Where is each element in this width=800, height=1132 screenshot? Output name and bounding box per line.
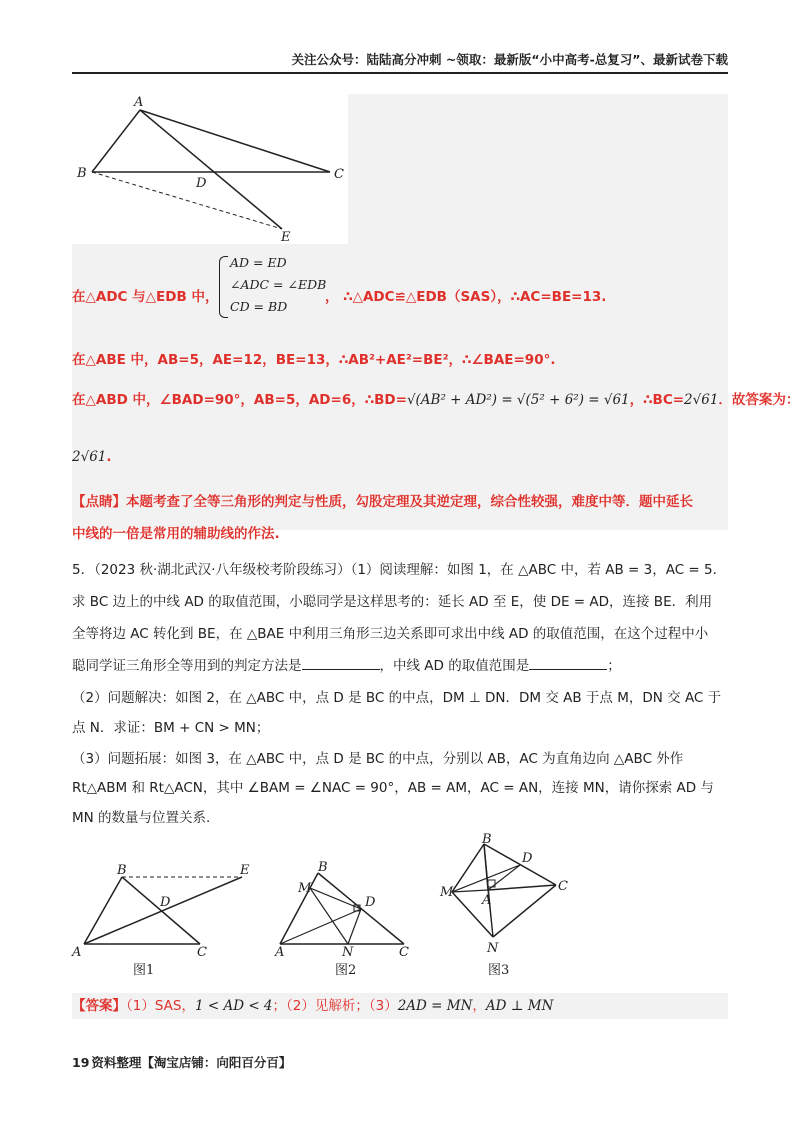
question-line-2 [72,592,712,612]
question-line-8 [72,778,714,798]
q-l2: 求 BC 边上的中线 AD 的取值范围，小聪同学是这样思考的：延长 AD 至 E，使 DE = AD，连接 BE．利用 [72,594,713,610]
q-l9: MN 的数量与位置关系. [72,810,211,826]
question-line-5 [72,688,721,708]
question-line-3 [72,624,708,644]
answer-end: . [106,449,112,465]
system-eq-2: ∠ADC = ∠EDB [230,277,327,292]
edge-AE [140,110,282,229]
blank-range[interactable] [529,657,607,670]
q-l4c: ； [607,658,621,674]
line3-prefix: 在△ABD 中，∠BAD=90°，AB=5，AD=6，∴BD= [72,392,407,408]
fig2-label-N: N [342,945,354,960]
question-line-1 [72,560,726,580]
fig2-caption: 图2 [335,963,357,978]
question-line-6 [72,718,269,738]
solution-line-1-end [325,287,606,307]
comment-text-2: 中线的一倍是常用的辅助线的作法. [72,526,280,542]
fig1-AE [84,877,242,944]
fig3-CN [493,885,556,937]
fig1-caption: 图1 [133,963,155,978]
label-C: C [334,167,344,182]
fig1-label-D: D [160,895,171,910]
answer-relation: 2AD = MN [397,998,473,1014]
page-footer [72,1053,291,1071]
q-l3: 全等将边 AC 转化到 BE，在 △BAE 中利用三角形三边关系即可求出中线 AD 的取值范围，在这个过程中小 [72,626,709,642]
edge-AB [92,110,140,172]
page-header [72,52,728,74]
top-figure [72,94,348,244]
fig1-label-C: C [197,945,207,960]
dashed-BE [92,172,282,229]
fig3-AC [488,885,556,890]
fig3-BM [452,844,484,892]
comment-line-1 [72,492,693,512]
solution-line-2 [72,350,555,370]
fig2-AD [280,909,361,944]
line3-suffix: ．故答案为： [718,392,800,408]
bc-value: 2√61 [684,392,719,408]
page-number: 19 [72,1055,90,1070]
figure-2 [270,858,420,983]
answer-sep: ， [472,998,486,1014]
fig3-label-M: M [440,885,454,900]
answer-range: 1 < AD < 4 [194,998,273,1014]
blank-method[interactable] [302,657,380,670]
footer-text: 资料整理【淘宝店铺：向阳百分百】 [91,1055,292,1070]
question-line-7 [72,749,683,769]
comment-text-1: 本题考查了全等三角形的判定与性质，勾股定理及其逆定理，综合性较强，难度中等．题中延长 [126,494,693,510]
fig3-label-B: B [482,832,492,847]
system-eq-1: AD = ED [230,255,287,270]
solution-answer [72,447,112,467]
fig1-AB [84,877,122,944]
fig2-label-D: D [365,895,376,910]
comment-line-2 [72,524,280,544]
fig3-label-N: N [487,941,499,956]
fig1-BC [122,877,200,944]
fig2-label-B: B [318,860,328,875]
answer-part-2: ；（2）见解析；（3） [272,998,398,1014]
fig1-label-A: A [72,945,82,960]
fig3-label-C: C [558,879,568,894]
label-A: A [134,95,144,110]
question-line-4 [72,656,621,676]
answer-part-1: （1）SAS， [126,998,195,1014]
fig1-label-E: E [240,863,250,878]
fig3-label-A: A [482,893,492,908]
comment-tag: 【点睛】 [72,494,126,510]
solution-line-1 [72,287,218,307]
fig2-label-A: A [275,945,285,960]
fig1-label-B: B [117,863,127,878]
answer-value: 2√61 [72,449,107,465]
figure-1 [70,858,260,983]
answer-position: AD ⊥ MN [485,998,554,1014]
bd-formula: √(AB² + AD²) = √(5² + 6²) = √61 [406,392,630,408]
line2-text: 在△ABE 中，AB=5，AE=12，BE=13，∴AB²+AE²=BE²，∴∠BAE=90°. [72,352,556,368]
question-line-9 [72,808,210,828]
fig3-BC [484,844,556,885]
fig2-label-M: M [298,881,312,896]
line1-prefix: 在△ADC 与△EDB 中， [72,289,219,305]
q-l6: 点 N．求证：BM + CN > MN； [72,720,270,736]
q-l1: 5．（2023 秋·湖北武汉·八年级校考阶段练习）（1）阅读理解：如图 1，在 △ABC 中，若 AB = 3，AC = 5． [72,562,727,578]
answer-line [72,996,553,1016]
fig3-label-D: D [522,851,533,866]
line3-mid: ，∴BC= [629,392,685,408]
q-l7: （3）问题拓展：如图 3，在 △ABC 中，点 D 是 BC 的中点，分别以 AB，AC 为直角边向 △ABC 外作 [72,751,684,767]
label-E: E [281,230,291,244]
answer-tag: 【答案】 [72,998,126,1014]
system-eq-3: CD = BD [230,299,288,314]
system-brace [219,256,228,318]
header-text: 关注公众号：陆陆高分冲刺 ~领取：最新版“小中高考-总复习”、最新试卷下载 [291,52,728,67]
label-D: D [196,176,207,191]
fig2-label-C: C [399,945,409,960]
line1-suffix: ， ∴△ADC≌△EDB（SAS），∴AC=BE=13. [325,289,607,305]
solution-line-3 [72,390,799,410]
label-B: B [77,166,87,181]
edge-AC [140,110,330,172]
fig3-caption: 图3 [488,963,510,978]
figure-3 [438,832,578,982]
q-l4a: 聪同学证三角形全等用到的判定方法是 [72,658,302,674]
fig3-AD [488,865,520,890]
q-l5: （2）问题解决：如图 2，在 △ABC 中，点 D 是 BC 的中点，DM ⊥ DN．DM 交 AB 于点 M，DN 交 AC 于 [72,690,722,706]
q-l8: Rt△ABM 和 Rt△ACN，其中 ∠BAM = ∠NAC = 90°，AB = AM，AC = AN，连接 MN，请你探索 AD 与 [72,780,714,796]
equation-system [230,252,326,318]
q-l4b: ，中线 AD 的取值范围是 [379,658,530,674]
